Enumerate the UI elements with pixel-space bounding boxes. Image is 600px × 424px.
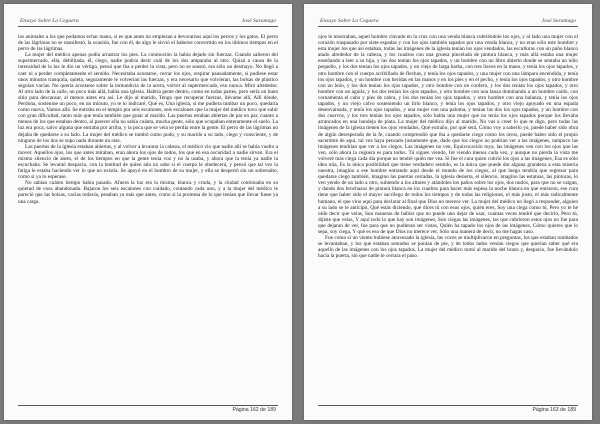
page-body <box>18 34 278 390</box>
header-rule <box>318 26 578 27</box>
paragraph: Las puertas de la iglesia estaban abiertas, y al volver a levantar la cabeza, el médico vio que nadie allí se había vuelto a mover. Aquellos ojos, los que antes miraban, eran ahora los ojos de todos, los que en esa oscuridad a nadie sirven. Era el mismo silencio de antes, el de los tiempos en que la gente tenía voz y no la usaba, y ahora que la tenía ya nadie la escuchaba. Se levantó despacio, con la lentitud de quien aún no sabe si el cuerpo le obedecerá, y pensó que tal vez la fatiga le estaba haciendo ver lo que no existía. Se apoyó en el hombro de su mujer, y ella se despertó sin un sobresalto, como si ya lo esperase. <box>18 143 278 181</box>
paragraph: los animales a los que podamos echar mano, si es que antes no empiezan a devorarnos aquí los perros y los gatos. El perro de las lágrimas no se manifestó, la ocasión, fue con él, de algo le sirvió el haberse convertido en los últimos tiempos en el perro de las lágrimas. <box>18 34 278 53</box>
book-title: Ensayo Sobre La Ceguera <box>20 18 79 24</box>
page-right <box>304 4 592 420</box>
footer-rule <box>318 405 578 406</box>
page-number: Página 162 de 189 <box>232 407 276 413</box>
author-name: José Saramago <box>241 18 276 24</box>
footer-rule <box>18 405 278 406</box>
page-left <box>4 4 292 420</box>
author-name: José Saramago <box>541 18 576 24</box>
paragraph: Fue como si un viento hubiese atravesado la iglesia, las voces se multiplicaron en preguntas, los que estaban tumbados se levantaban, y los que estaban sentados se ponían de pie, y de todos lados venían ciegos que querían saber qué era aquello de las imágenes con los ojos tapados. La mujer del médico tomó al marido del brazo y, despacio, fue llevándolo hacia la puerta, sin que nadie le cerrara el paso. <box>318 235 578 260</box>
paragraph: ojos le mostraban, aquel hombre clavado en la cruz con una venda blanca cubriéndole los ojos, y al lado una mujer con el corazón traspasado por siete espadas y con los ojos también tapados por una venda blanca, y no eran sólo este hombre y esta mujer los que así estaban, todas las imágenes de la iglesia tenían los ojos vendados, las esculturas con un paño blanco atado alrededor de la cabeza, y los cuadros con una gruesa pincelada de pintura blanca, y más allá estaba una mujer enseñando a leer a su hija, y las dos tenían los ojos tapados, y un hombre con un libro abierto donde se sentaba un niño pequeño, y los dos tenían los ojos tapados, y un viejo de larga barba, con tres llaves en la mano, y tenía los ojos tapados, y otro hombre con el cuerpo acribillado de flechas, y tenía los ojos tapados, y una mujer con una lámpara encendida, y tenía los ojos tapados, y un hombre con heridas en las manos y en los pies y en el pecho, y tenía los ojos tapados, y otro hombre con un león, y los dos tenían los ojos tapados, y otro hombre con un cordero, y los dos tenían los ojos tapados, y otro hombre con un águila, y los dos tenían los ojos tapados, y otro hombre con una lanza dominando a un hombre caído, con cornamenta el cabo y pies de cabra, y los dos tenían los ojos tapados, y otro hombre con una balanza, y tenía los ojos tapados, y un viejo calvo sosteniendo un lirio blanco, y tenía los ojos tapados, y otro viejo apoyado en una espada desenvainada, y tenía los ojos tapados, y una mujer con una paloma, y tenían las dos los ojos tapados, y un hombre con dos cuervos, y los tres tenían los ojos tapados, sólo había una mujer que no tenía los ojos tapados porque los llevaba arrancados en una bandeja de plata. La mujer del médico dijo al marido, No vas a creer lo que te digo, pero todas las imágenes de la iglesia tienen los ojos vendados, Qué extraño, por qué será, Cómo voy a saberlo yo, puede haber sido obra de algún desesperado de la fe, cuando comprendió que iba a quedarse ciego como los otros, puede haber sido el propio sacerdote de aquí, tal vez haya pensado justamente que, dado que los ciegos no podrían ver a las imágenes, tampoco las imágenes tendrían que ver a los ciegos. Las imágenes no ven, Equivocación tuya, las imágenes ven con los ojos que las ven, sólo ahora la ceguera es para todos. Tú sigues viendo, Iré viendo menos cada vez, y aunque no pierda la vista me volveré más ciega cada día porque no tendré quién me vea. Si fue el cura quien cubrió los ojos a las imágenes, Esa es sólo idea mía, Es la única posibilidad que tiene verdadero sentido, es la única que puede dar alguna grandeza a esta miseria nuestra, imagino a ese hombre entrando aquí desde el mundo de los ciegos, al que luego tendría que regresar para quedarse ciego también, imagino las puertas cerradas, la iglesia desierta, el silencio, imagino las estatuas, las pinturas, lo veo yendo de un lado a otro, subiendo a los altares y atándoles los paños sobre los ojos, dos nudos, para que no se caigan, y dando dos brochazos de pintura blanca en los cuadros para hacer más espesa la noche blanca en que entraron, ese cura tiene que haber sido el mayor sacrílego de todos los tiempos y de todas las religiones, el más justo, el más radicalmente humano, el que vino aquí para declarar al final que Dios no merece ver. La mujer del médico no llegó a responder, alguien a su lado se le anticipó, Qué estás diciendo, qué dices tú con esos ojos, quién eres, Soy una ciega como tú, Pero yo te he oído decir que veías, Son maneras de hablar que no puede uno dejar de usar, cuántas veces tendré que decirlo, Pero tú, dijiste que veías, Y aquí todo lo que hay son imágenes, Son ciegas las imágenes, las que cubrieron estos ojos no fue para que dejaran de ver, fue para que no pudieran ser vistas, Quién ha tapado los ojos de las imágenes, Cómo quieres que lo sepa, soy ciega, Y qué es eso de que Dios no merece ver, Sólo una manera de decir, no me hagas caso. <box>318 34 578 235</box>
page-footer <box>18 405 278 414</box>
page-footer <box>318 405 578 414</box>
paragraph: No sabían cuánto tiempo había pasado. Afuera la luz era la misma, blanca y cruda, y la ciudad continuaba en su quietud de cosa abandonada. Bajaron los seis escalones con cuidado, contando cada uno, y a la mujer del médico le pareció que las bolsas, vacías todavía, pesaban ya más que antes, como si la promesa de lo que tenían que llevar fuese ya una carga. <box>18 180 278 205</box>
page-header <box>18 18 278 27</box>
header-rule <box>18 26 278 27</box>
page-body <box>318 34 578 390</box>
page-header <box>318 18 578 27</box>
page-number: Página 163 de 189 <box>532 407 576 413</box>
paragraph: La mujer del médico apenas podía arrastrar los pies. La conmoción la había dejado sin fuerzas. Cuando salieron del supermercado, ella, debilitada, él, ciego, nadie podría decir cuál de los dos amparaba al otro. Quizá a causa de la intensidad de la luz le dio un vértigo, pensó que iba a perder la vista, pero no se asustó, era sólo un desmayo. No llegó a caer ni a perder completamente el sentido. Necesitaba acostarse, cerrar los ojos, respirar pausadamente, si pudiese estar unos minutos tranquila, quieta, seguramente le volverían las fuerzas, y era necesario que volvieran, las bolsas de plástico seguían vacías. No quería acostarse sobre la inmundicia de la acera, volver al supermercado, eso nunca. Miró alrededor. Al otro lado de la calle, un poco más allá, había una iglesia. Habría gente dentro, como en todas partes, pero sería un buen sitio para descansar, al menos antes era así. Le dijo al marido, Tengo que recuperar fuerzas, llévame allí, Allí dónde, Perdona, sostenme un poco, en un minuto, yo te lo indicaré, Qué es, Una iglesia, si me pudiera tumbar un poco, quedaría como nueva, Vamos allá. Se entraba en el templo por seis escalones, seis escalones que la mujer del médico tuvo que subir con gran dificultad, tanto más que tenía también que guiar al marido. Las puertas estaban abiertas de par en par, cuanto a menos de los que estaban dentro, al parecer ella no sabía cuánta, mucha gente, sólo que ocupaban enteramente el suelo. La luz era poca, salvo alguna que entraba por arriba, y la poca que se veía se perdía entre la gente. El perro de las lágrimas no dejaba de quedarse a su lado. La mujer del médico se tumbó como pudo, y su marido a su lado, ciego y consciente, y de ninguno de los dos se supo nada durante un rato. <box>18 52 278 144</box>
book-title: Ensayo Sobre La Ceguera <box>320 18 379 24</box>
